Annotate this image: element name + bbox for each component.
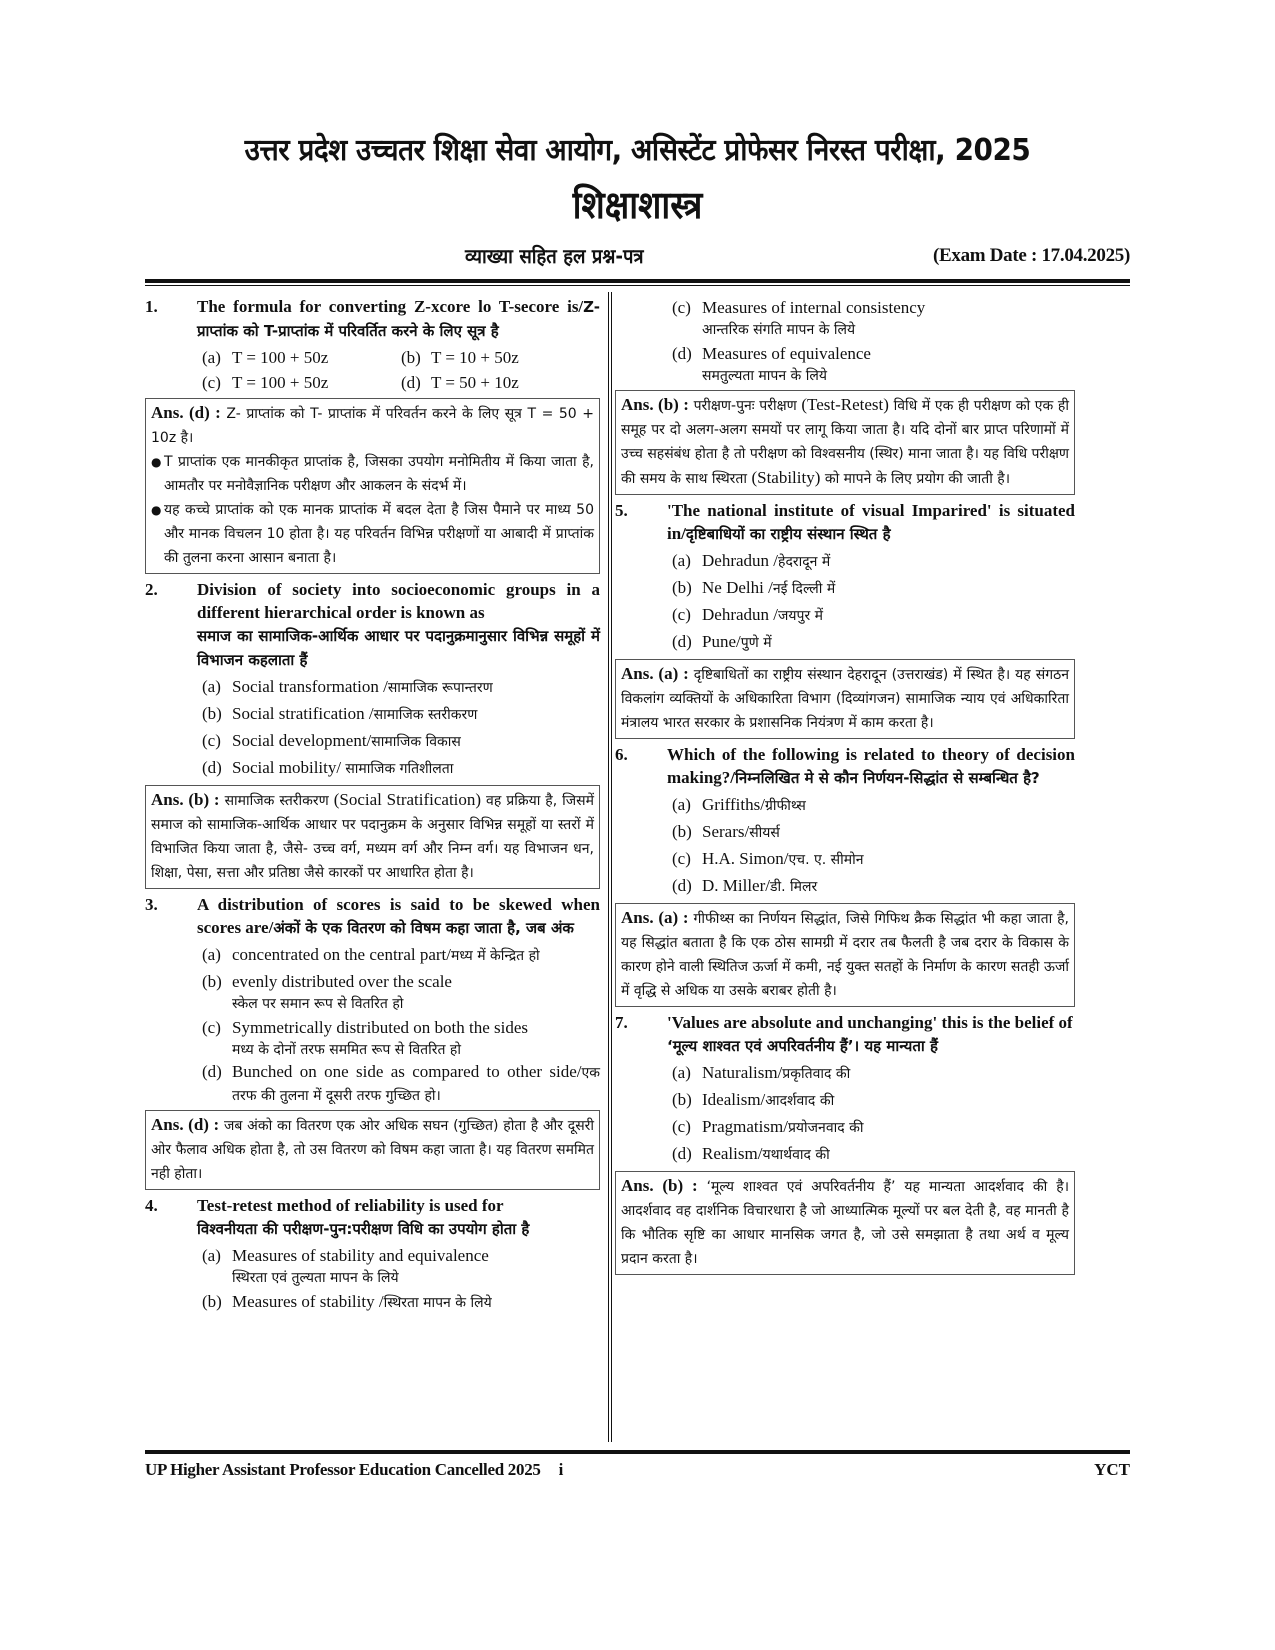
option: (a) concentrated on the central part/मध्य में केन्द्रित हो (202, 945, 540, 964)
option: (a) Dehradun /हेदरादून में (672, 551, 831, 570)
question-text: 'The national institute of visual Imparired' is situated in/दृष्टिबाधियों का राष्ट्रीय संस्थान स्थित है (667, 501, 1075, 543)
options-q6 (672, 792, 1075, 900)
option: (a) Naturalism/प्रकृतिवाद की (672, 1063, 851, 1082)
option: (c) Dehradun /जयपुर में (672, 605, 824, 624)
question-6 (615, 743, 1075, 790)
question-text: A distribution of scores is said to be skewed when scores are/अंकों के एक वितरण को विषम कहा जाता है, जब अंक (197, 895, 600, 937)
option: (d) Measures of equivalence (672, 344, 871, 363)
options-q4-part1 (202, 1243, 600, 1316)
bullet-icon: ● (151, 455, 162, 469)
publisher-logo: YCT (1094, 1460, 1130, 1479)
question-text: Test-retest method of reliability is used for विश्वनीयता की परीक्षण-पुन:परीक्षण विधि का उपयोग होता है (197, 1196, 530, 1238)
column-divider (608, 292, 609, 1442)
option: (c) T = 100 + 50z (202, 373, 329, 392)
answer-box-q7: Ans. (b) : ‘मूल्य शाश्वत एवं अपरिवर्तनीय हैं’ यह मान्यता आदर्शवाद की है। आदर्शवाद वह दार्शनिक विचारधारा है जो आध्यात्मिक मूल्यों पर बल देती है, वह मानती है कि भौतिक सृष्टि का आधार मानसिक जगत है, जो उसे समझाता है तथा अर्थ व मूल्य प्रदान करता है। (615, 1171, 1075, 1275)
question-1 (145, 295, 600, 343)
option: (d) Realism/यथार्थवाद की (672, 1144, 830, 1163)
answer-label: Ans. (b) : (151, 790, 220, 809)
subject-title: शिक्षाशास्त्र (572, 183, 703, 227)
page-number: i (558, 1460, 564, 1479)
answer-label: Ans. (b) : (621, 395, 689, 414)
option: (c) Symmetrically distributed on both the sides (202, 1018, 529, 1037)
exam-page (145, 0, 1130, 1650)
answer-label: Ans. (b) : (621, 1176, 698, 1195)
option: (a) Social transformation /सामाजिक रूपान्तरण (202, 677, 493, 696)
option: (d) Social mobility/ सामाजिक गतिशीलता (202, 758, 454, 777)
option: (c) Social development/सामाजिक विकास (202, 731, 461, 750)
footer-rule (145, 1450, 1130, 1454)
option: (b) evenly distributed over the scale (202, 972, 452, 991)
footer-title: UP Higher Assistant Professor Education Cancelled 2025 i (145, 1460, 564, 1479)
option: (b) Measures of stability /स्थिरता मापन के लिये (202, 1292, 492, 1311)
question-text: Which of the following is related to theory of decision making?/निम्नलिखित मे से कौन निर्णयन-सिद्धांत से सम्बन्धित है? (667, 745, 1075, 787)
option: (d) Bunched on one side as compared to other side/एक तरफ की तुलना में दूसरी तरफ गुच्छित हो। (202, 1062, 600, 1104)
answer-box-q3: Ans. (d) : जब अंको का वितरण एक ओर अधिक सघन (गुच्छित) होता है और दूसरी ओर फैलाव अधिक होता है, तो उस वितरण को विषम कहा जाता है। यह वितरण सममित नही होता। (145, 1110, 600, 1190)
question-3 (145, 893, 600, 940)
option-translation: मध्य के दोनों तरफ सममित रूप से वितरित हो (232, 1042, 461, 1058)
option-translation: आन्तरिक संगति मापन के लिये (702, 322, 856, 338)
answer-bullet: ● T प्राप्तांक एक मानकीकृत प्राप्तांक है, जिसका उपयोग मनोमितीय में किया जाता है, आमतौर पर मनोवैज्ञानिक परीक्षण और आकलन के संदर्भ में। (151, 450, 594, 498)
question-text: Division of society into socioeconomic groups in a different hierarchical order is known as समाज का सामाजिक-आर्थिक आधार पर पदानुक्रमानुसार विभिन्न समूहों में विभाजन कहलाता हैं (197, 580, 600, 669)
option: (a) Griffiths/ग्रीफीथ्स (672, 795, 806, 814)
header-rule (145, 279, 1130, 283)
answer-label: Ans. (d) : (151, 403, 221, 422)
answer-label: Ans. (a) : (621, 664, 689, 683)
options-q2 (202, 674, 600, 782)
subtitle-row (145, 242, 1130, 272)
option: (a) T = 100 + 50z (202, 348, 329, 367)
bullet-icon: ● (151, 503, 162, 517)
option-translation: स्थिरता एवं तुल्यता मापन के लिये (232, 1270, 399, 1286)
option-translation: समतुल्यता मापन के लिये (702, 368, 828, 384)
option: (b) Social stratification /सामाजिक स्तरीकरण (202, 704, 478, 723)
question-number: 6. (615, 745, 628, 764)
answer-text: Z- प्राप्तांक को T- प्राप्तांक में परिवर्तन करने के लिए सूत्र T = 50 + 10z है। (151, 406, 595, 446)
question-number: 1. (145, 297, 158, 316)
option: (b) Serars/सीयर्स (672, 822, 780, 841)
answer-label: Ans. (d) : (151, 1115, 220, 1134)
question-number: 5. (615, 501, 628, 520)
option: (c) Pragmatism/प्रयोजनवाद की (672, 1117, 864, 1136)
page-title: उत्तर प्रदेश उच्चतर शिक्षा सेवा आयोग, असिस्टेंट प्रोफेसर निरस्त परीक्षा, 2025 (244, 133, 1031, 168)
options-q3 (202, 942, 600, 1107)
options-q4-part2 (672, 295, 1075, 387)
option: (d) T = 50 + 10z (401, 373, 519, 392)
options-q7 (672, 1060, 1075, 1168)
option: (b) Ne Delhi /नई दिल्ली में (672, 578, 836, 597)
question-text: 'Values are absolute and unchanging' this is the belief of ‘मूल्य शाश्वत एवं अपरिवर्तनीय हैं’। यह मान्यता हैं (667, 1013, 1073, 1055)
header-rule-thin (145, 285, 1130, 286)
right-column (615, 295, 1075, 1279)
option: (d) Pune/पुणे में (672, 632, 772, 651)
exam-date: (Exam Date : 17.04.2025) (932, 245, 1130, 266)
answer-bullet: ● यह कच्चे प्राप्तांक को एक मानक प्राप्तांक में बदल देता है जिस पैमाने पर माध्य 50 और मानक विचलन 10 होता है। यह परिवर्तन विभिन्न परीक्षणों या आबादी में प्राप्तांक की तुलना करना आसान बनाता है। (151, 498, 594, 570)
question-number: 2. (145, 580, 158, 599)
answer-label: Ans. (a) : (621, 908, 689, 927)
column-divider (611, 292, 612, 1442)
question-2 (145, 578, 600, 672)
options-q5 (672, 548, 1075, 656)
options-q1 (202, 345, 600, 395)
option: (c) H.A. Simon/एच. ए. सीमोन (672, 849, 864, 868)
question-number: 3. (145, 895, 158, 914)
option: (d) D. Miller/डी. मिलर (672, 876, 818, 895)
option: (b) T = 10 + 50z (401, 348, 519, 367)
answer-box-q5: Ans. (a) : दृष्टिबाधितों का राष्ट्रीय संस्थान देहरादून (उत्तराखंड) में स्थित है। यह संगठन विकलांग व्यक्तियों के अधिकारिता विभाग (दिव्यांगजन) सामाजिक न्याय एवं अधिकारिता मंत्रालय भारत सरकार के प्रशासनिक नियंत्रण में काम करता है। (615, 659, 1075, 739)
answer-box-q2: Ans. (b) : सामाजिक स्तरीकरण (Social Stratification) वह प्रक्रिया है, जिसमें समाज को सामाजिक-आर्थिक आधार पर पदानुक्रम के अनुसार विभिन्न समूहों या स्तरों में विभाजित किया जाता है, जैसे- उच्च वर्ग, मध्यम वर्ग और निम्न वर्ग। यह विभाजन धन, शिक्षा, पेसा, सत्ता और प्रतिष्ठा जैसे कारकों पर आधारित होता है। (145, 785, 600, 889)
question-number: 4. (145, 1196, 158, 1215)
question-number: 7. (615, 1013, 628, 1032)
question-text: The formula for converting Z-xcore lo T-secore is/Z-प्राप्तांक को T-प्राप्तांक में परिवर्तित करने के लिए सूत्र है (197, 297, 600, 340)
left-column (145, 295, 600, 1316)
option: (c) Measures of internal consistency (672, 298, 926, 317)
answer-box-q6: Ans. (a) : गीफीथ्स का निर्णयन सिद्धांत, जिसे गिफिथ क्रैक सिद्धांत भी कहा जाता है, यह सिद्धांत बताता है कि एक ठोस सामग्री में दरार तब फैलती है जब दरार के विकास के कारण होने वाली स्थितिज ऊर्जा में कमी, नई युक्त सतहों के निर्माण के कारण सतही ऊर्जा में वृद्धि से अधिक या उसके बराबर होती है। (615, 903, 1075, 1007)
option: (a) Measures of stability and equivalence (202, 1246, 489, 1265)
question-5 (615, 499, 1075, 546)
answer-box-q1 (145, 398, 600, 574)
question-7 (615, 1011, 1075, 1058)
option: (b) Idealism/आदर्शवाद की (672, 1090, 835, 1109)
answer-box-q4: Ans. (b) : परीक्षण-पुनः परीक्षण (Test-Retest) विधि में एक ही परीक्षण को एक ही समूह पर दो अलग-अलग समयों पर लागू किया जाता है। यदि दोनों बार प्राप्त परिणामों में उच्च सहसंबंध होता है तो परीक्षण को विश्वसनीय (स्थिर) माना जाता है। यह विधि परीक्षण की समय के साथ स्थिरता (Stability) को मापने के लिए प्रयोग की जाती है। (615, 390, 1075, 495)
question-4 (145, 1194, 600, 1241)
option-translation: स्केल पर समान रूप से वितरित हो (232, 996, 404, 1012)
subtitle: व्याख्या सहित हल प्रश्न-पत्र (465, 244, 644, 268)
